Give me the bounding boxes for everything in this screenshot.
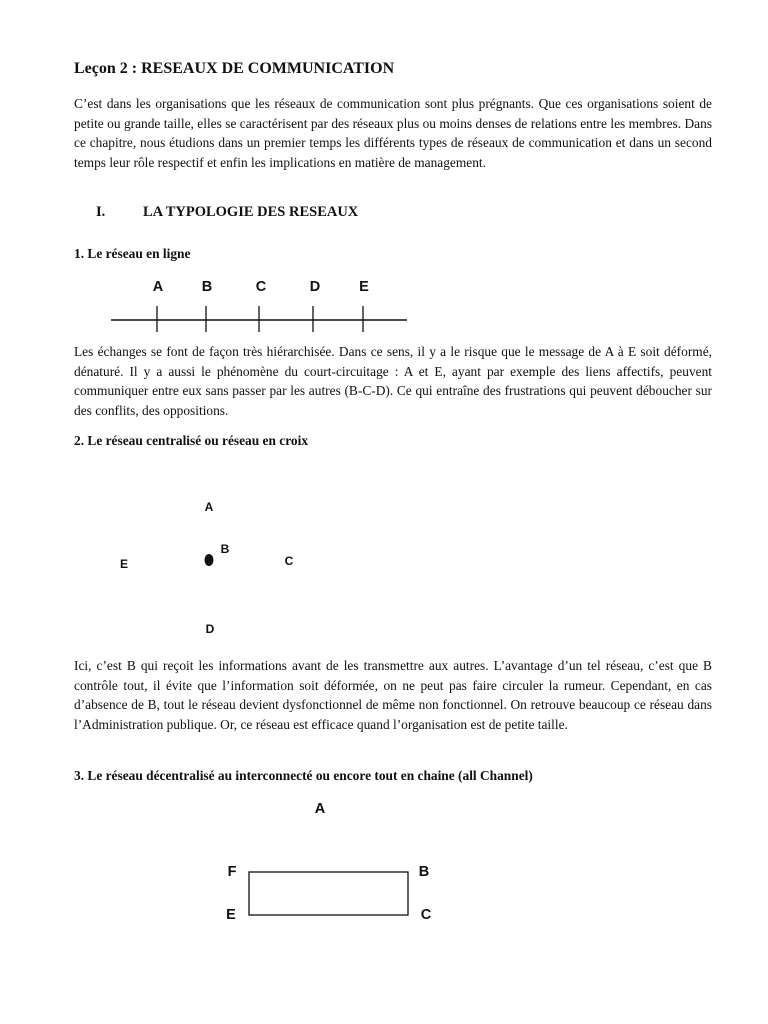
- all-channel-node-label: C: [420, 907, 432, 923]
- cross-node-label: A: [204, 500, 214, 514]
- cross-node-label: B: [220, 542, 230, 556]
- section-number: I.: [96, 204, 106, 220]
- all-channel-node-label: E: [226, 907, 236, 923]
- all-channel-node-label: B: [418, 864, 430, 880]
- cross-network-text: Ici, c’est B qui reçoit les informations avant de les transmettre aux autres. L’avantage d’un tel réseau, c’est que B contrôle tout, il évite que l’information soit déformée, on ne peut pas faire circuler la rumeur. Cependant, en cas d’absence de B, tout le réseau devient dysfonctionnel de même non fonctionnel. On retrouve beaucoup ce réseau dans l’Administration publique. Or, ce réseau est efficace quand l’organisation est de petite taille.: [74, 658, 712, 732]
- line-node-label: E: [359, 279, 369, 295]
- all-channel-node-label: F: [227, 864, 237, 880]
- cross-network-diagram: [0, 490, 768, 640]
- central-node-dot: [205, 554, 214, 566]
- line-node-label: B: [201, 279, 213, 295]
- lesson-title: Leçon 2 : RESEAUX DE COMMUNICATION: [74, 60, 395, 77]
- all-channel-diagram: [0, 795, 768, 930]
- all-channel-node-label: A: [314, 801, 326, 817]
- line-node-label: D: [309, 279, 321, 295]
- cross-node-label: C: [284, 554, 294, 568]
- section-heading: [96, 204, 358, 221]
- intro-paragraph: C’est dans les organisations que les réseaux de communication sont plus prégnants. Que ces organisations soient de petite ou grande taille, elles se caractérisent par des réseaux plus ou moins denses de relations entre les membres. Dans ce chapitre, nous étudions dans un premier temps les différents types de réseaux de communication et dans un second temps leur rôle respectif et enfin les implications en matière de management.: [74, 96, 712, 170]
- line-node-label: A: [152, 279, 164, 295]
- line-network-text: Les échanges se font de façon très hiérarchisée. Dans ce sens, il y a le risque que le message de A à E soit déformé, dénaturé. Il y a aussi le phénomène du court-circuitage : A et E, ayant par exemple des liens affectifs, peuvent communiquer entre eux sans passer par les autres (B-C-D). Ce qui entraîne des frustrations qui peuvent déboucher sur des conflits, des oppositions.: [74, 344, 712, 418]
- cross-node-label: D: [205, 622, 215, 636]
- cross-network-heading: 2. Le réseau centralisé ou réseau en croix: [74, 433, 309, 448]
- line-network-diagram: [0, 270, 768, 340]
- all-channel-heading: 3. Le réseau décentralisé au interconnecté ou encore tout en chaine (all Channel): [74, 768, 533, 783]
- line-node-label: C: [255, 279, 267, 295]
- cross-node-label: E: [119, 557, 129, 571]
- line-network-heading: 1. Le réseau en ligne: [74, 246, 191, 261]
- all-channel-rectangle: [249, 872, 408, 915]
- section-title: LA TYPOLOGIE DES RESEAUX: [143, 204, 359, 220]
